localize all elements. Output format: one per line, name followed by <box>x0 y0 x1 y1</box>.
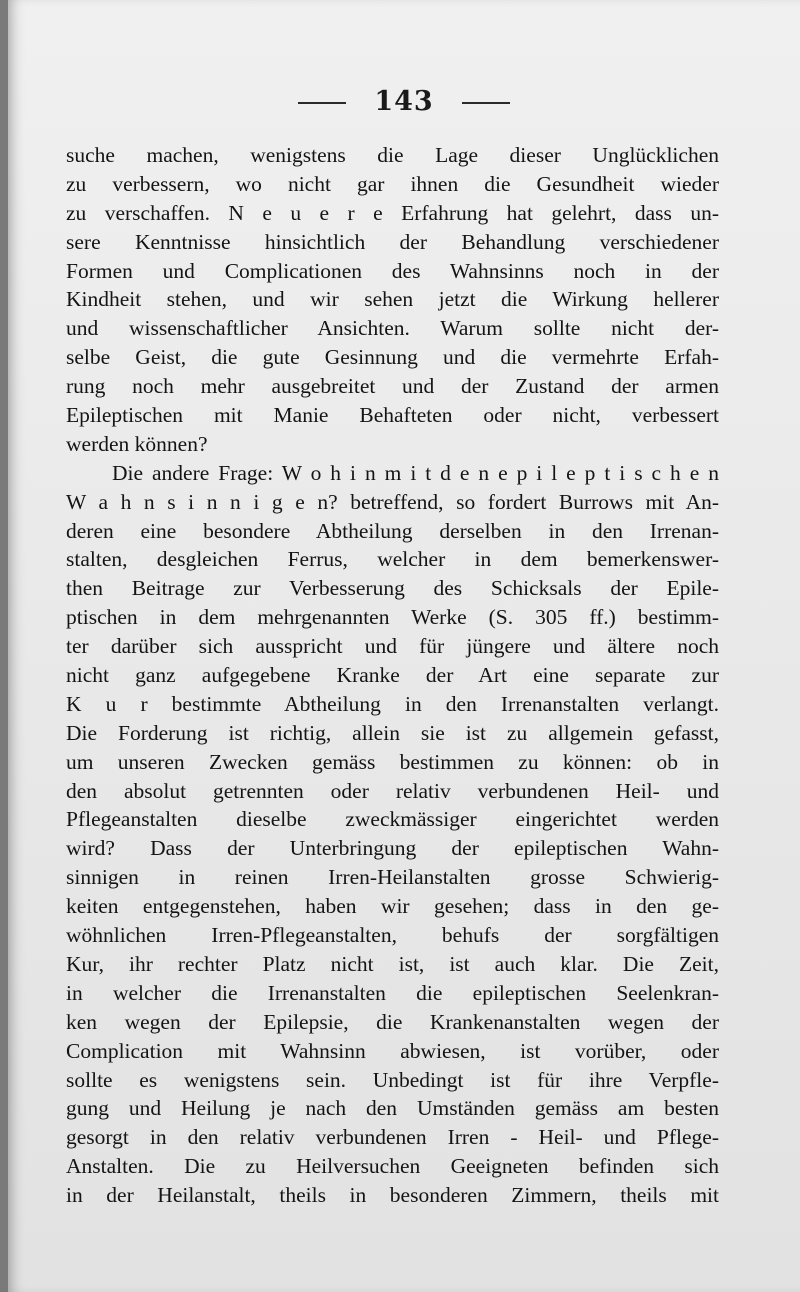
text-line: selbe Geist, die gute Gesinnung und die vermehrte Erfah- <box>66 345 719 370</box>
text-line: sinnigen in reinen Irren-Heilanstalten grosse Schwierig- <box>66 865 719 890</box>
book-page <box>8 0 800 1292</box>
text-line: wird? Dass der Unterbringung der epileptischen Wahn- <box>66 836 719 861</box>
text-line: in welcher die Irrenanstalten die epileptischen Seelenkran- <box>66 980 719 1005</box>
text-line: then Beitrage zur Verbesserung des Schicksals der Epile- <box>66 576 719 601</box>
text-line: und wissenschaftlicher Ansichten. Warum sollte nicht der- <box>66 316 719 341</box>
text-line: ken wegen der Epilepsie, die Krankenanstalten wegen der <box>66 1009 719 1034</box>
text-line: deren eine besondere Abtheilung derselben in den Irrenan- <box>66 518 719 543</box>
text-line: in der Heilanstalt, theils in besonderen Zimmern, theils mit <box>66 1183 719 1208</box>
text-line: sere Kenntnisse hinsichtlich der Behandlung verschiedener <box>66 229 719 254</box>
page-header <box>8 86 800 117</box>
text-line: zu verschaffen. N e u e r e Erfahrung hat gelehrt, dass un- <box>66 200 719 225</box>
page-number: 143 <box>374 86 434 117</box>
text-line: gesorgt in den relativ verbundenen Irren - Heil- und Pflege- <box>66 1125 719 1150</box>
text-line: suche machen, wenigstens die Lage dieser Unglücklichen <box>66 143 719 167</box>
text-line: Complication mit Wahnsinn abwiesen, ist vorüber, oder <box>66 1038 719 1063</box>
paragraph-start-line: Die andere Frage: W o h i n m i t d e n e p i l e p t i s c h e n <box>112 460 719 485</box>
header-dash-left <box>298 102 346 104</box>
header-dash-right <box>462 102 510 104</box>
text-line: Kur, ihr rechter Platz nicht ist, ist auch klar. Die Zeit, <box>66 951 719 976</box>
text-line: nicht ganz aufgegebene Kranke der Art eine separate zur <box>66 663 719 688</box>
text-line: Pflegeanstalten dieselbe zweckmässiger eingerichtet werden <box>66 807 719 832</box>
text-line: zu verbessern, wo nicht gar ihnen die Gesundheit wieder <box>66 171 719 196</box>
text-line: um unseren Zwecken gemäss bestimmen zu können: ob in <box>66 749 719 774</box>
text-line: rung noch mehr ausgebreitet und der Zustand der armen <box>66 374 719 399</box>
text-line: keiten entgegenstehen, haben wir gesehen; dass in den ge- <box>66 894 719 919</box>
text-line: Formen und Complicationen des Wahnsinns noch in der <box>66 258 719 283</box>
text-line: ter darüber sich ausspricht und für jüngere und ältere noch <box>66 634 719 659</box>
text-line: sollte es wenigstens sein. Unbedingt ist für ihre Verpfle- <box>66 1067 719 1092</box>
text-line: Die Forderung ist richtig, allein sie ist zu allgemein gefasst, <box>66 720 719 745</box>
text-line: stalten, desgleichen Ferrus, welcher in dem bemerkenswer- <box>66 547 719 572</box>
text-line: W a h n s i n n i g e n? betreffend, so fordert Burrows mit An- <box>66 489 719 514</box>
text-line: gung und Heilung je nach den Umständen gemäss am besten <box>66 1096 719 1121</box>
text-line: Kindheit stehen, und wir sehen jetzt die Wirkung hellerer <box>66 287 719 312</box>
text-line: K u r bestimmte Abtheilung in den Irrenanstalten verlangt. <box>66 691 719 716</box>
text-line: Epileptischen mit Manie Behafteten oder nicht, verbessert <box>66 403 719 428</box>
body-text <box>66 141 719 1210</box>
text-line: ptischen in dem mehrgenannten Werke (S. 305 ff.) bestimm- <box>66 605 719 630</box>
text-line: wöhnlichen Irren-Pflegeanstalten, behufs der sorgfältigen <box>66 923 719 948</box>
text-line: Anstalten. Die zu Heilversuchen Geeigneten befinden sich <box>66 1154 719 1179</box>
text-line: den absolut getrennten oder relativ verbundenen Heil- und <box>66 778 719 803</box>
paragraph-end-line: werden können? <box>66 431 208 456</box>
